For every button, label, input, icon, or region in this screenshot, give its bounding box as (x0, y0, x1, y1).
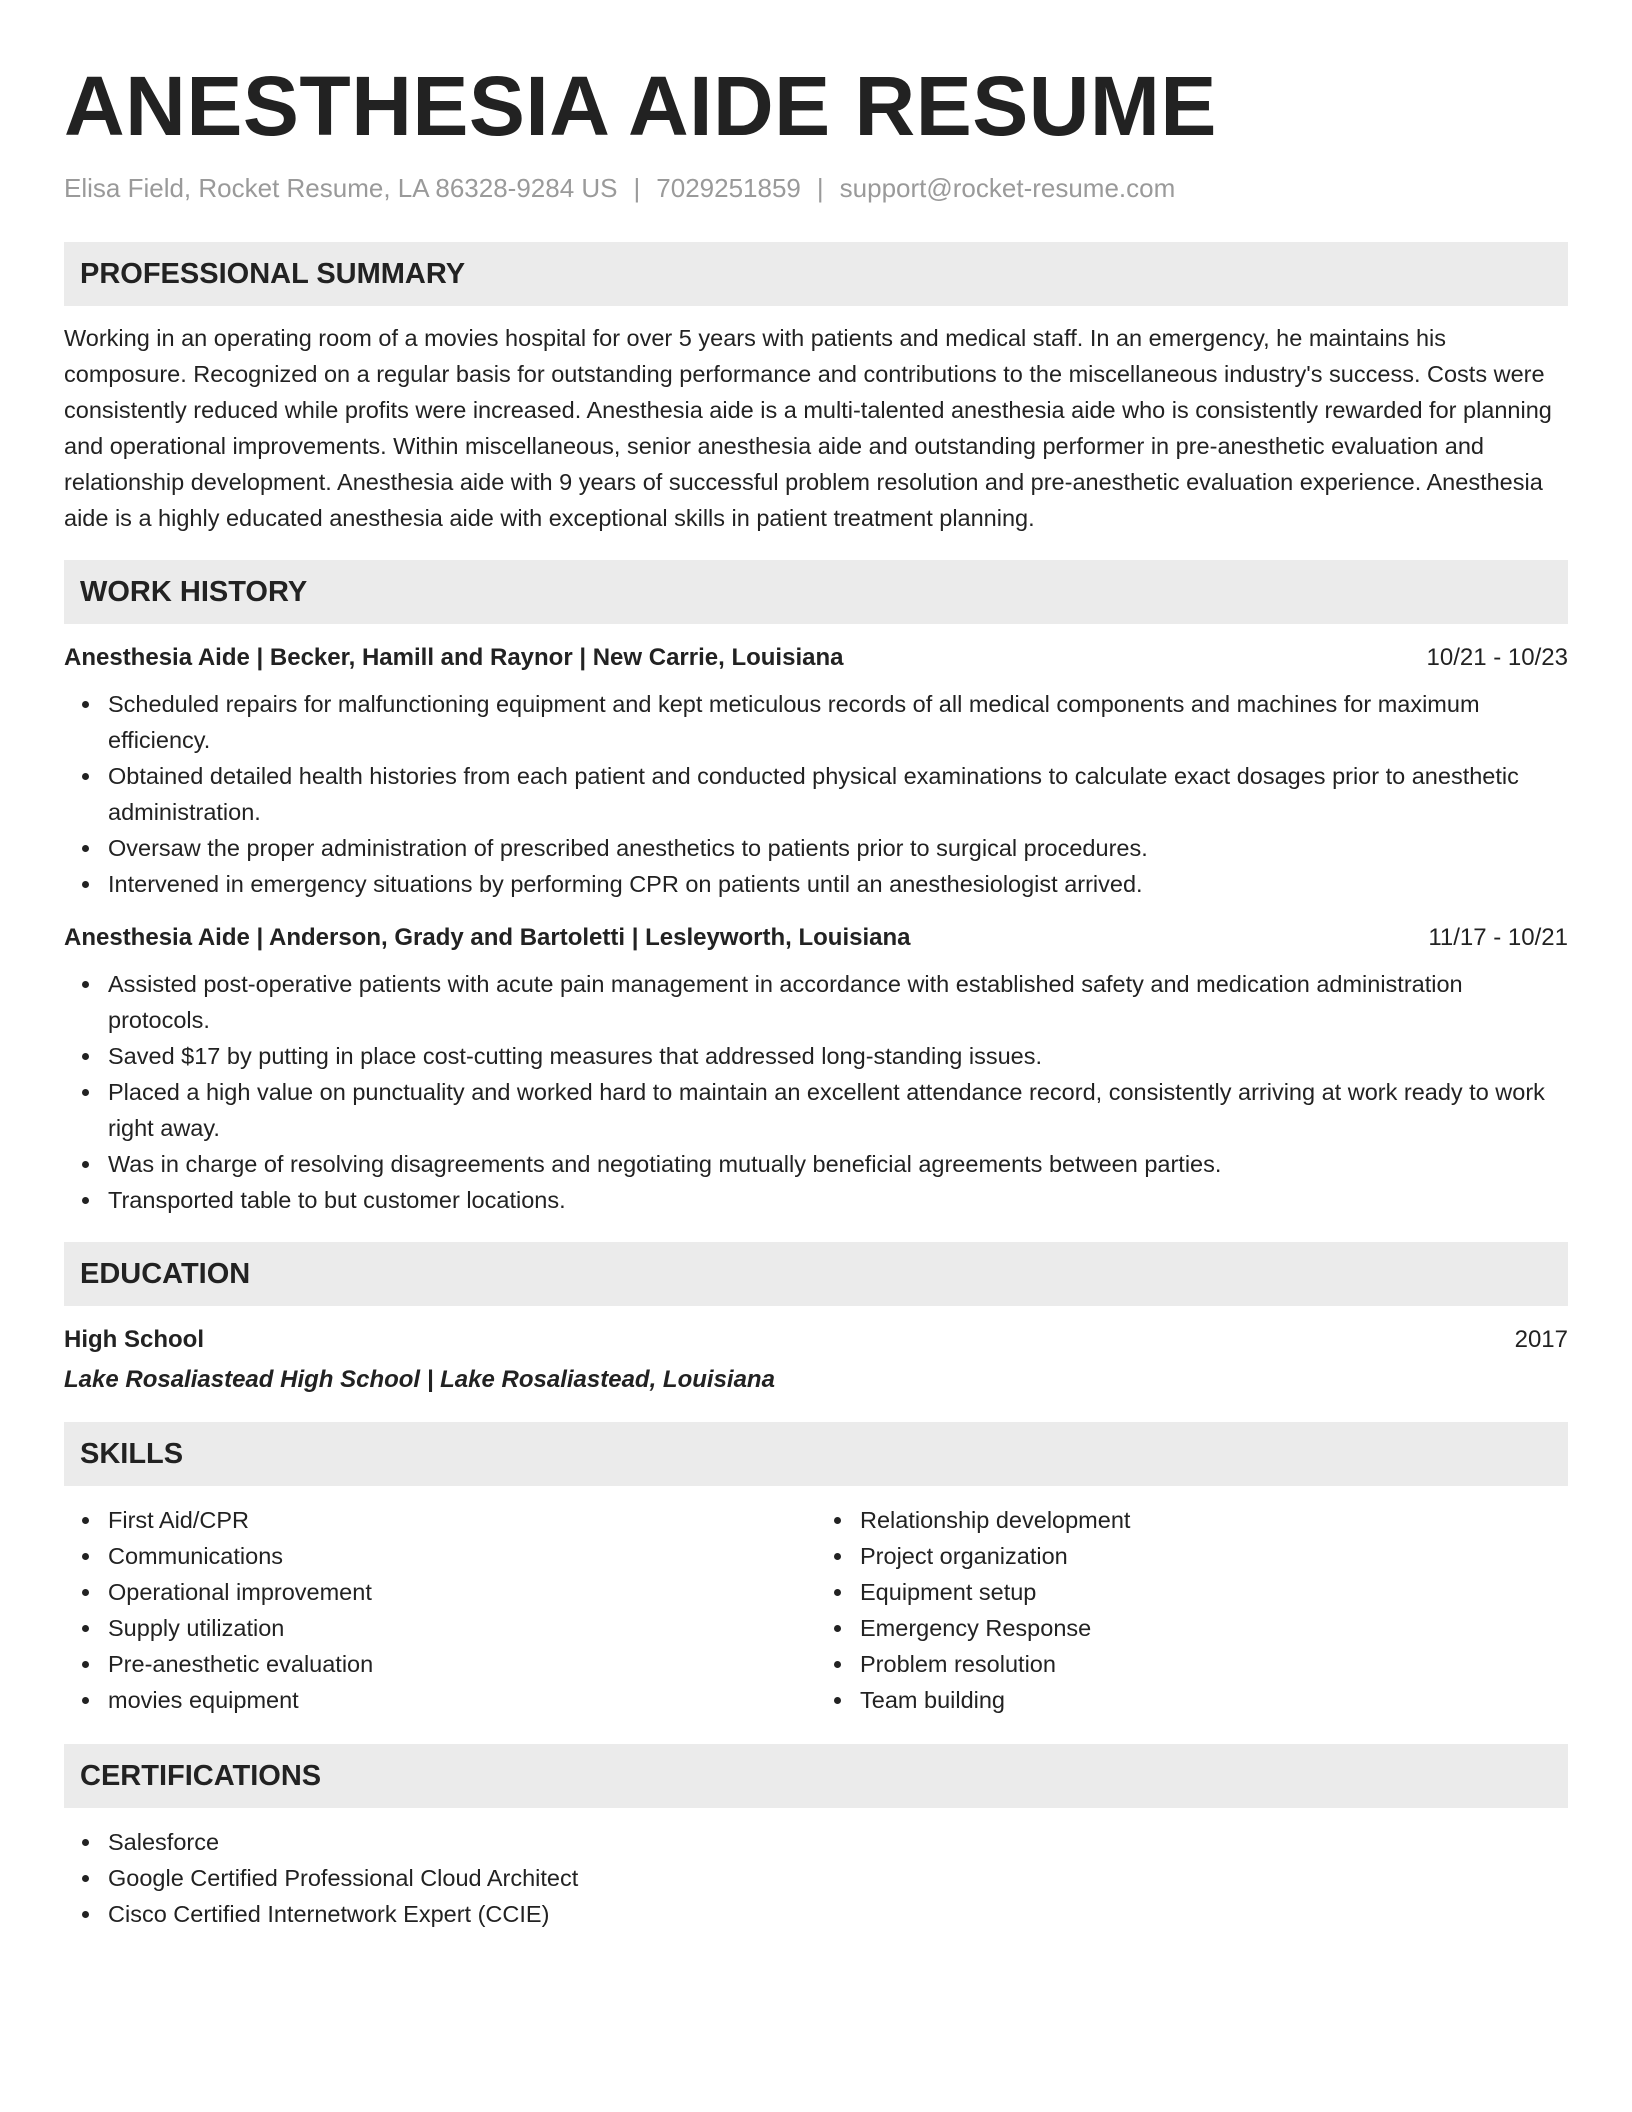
skill-item: First Aid/CPR (108, 1502, 816, 1538)
summary-text: Working in an operating room of a movies hospital for over 5 years with patients and medical staff. In an emergency, he maintains his composure. Recognized on a regular basis for outstanding performance and contributions to the miscellaneous industry's success. Costs were consistently reduced while profits were increased. Anesthesia aide is a multi-talented anesthesia aide who is consistently rewarded for planning and operational improvements. Within miscellaneous, senior anesthesia aide and outstanding performer in pre-anesthetic evaluation and relationship development. Anesthesia aide with 9 years of successful problem resolution and pre-anesthetic evaluation experience. Anesthesia aide is a highly educated anesthesia aide with exceptional skills in patient treatment planning. (64, 325, 1552, 531)
job-bullet: Intervened in emergency situations by performing CPR on patients until an anesthesiologist arrived. (108, 866, 1568, 902)
job-header (64, 640, 1568, 676)
education-year: 2017 (1514, 1326, 1568, 1353)
job-bullet: Scheduled repairs for malfunctioning equipment and kept meticulous records of all medical components and machines for maximum efficiency. (108, 686, 1568, 758)
work-history-section (64, 560, 1568, 1218)
certification-item: Google Certified Professional Cloud Architect (108, 1860, 1568, 1896)
contact-separator: | (816, 173, 824, 203)
education-degree: High School (64, 1326, 204, 1353)
job-header (64, 920, 1568, 956)
contact-address: Elisa Field, Rocket Resume, LA 86328-9284 US (64, 173, 618, 203)
summary-heading: PROFESSIONAL SUMMARY (64, 242, 1568, 306)
contact-phone: 7029251859 (656, 173, 801, 203)
skill-item: Supply utilization (108, 1610, 816, 1646)
education-section (64, 1242, 1568, 1398)
skills-columns (64, 1486, 1568, 1718)
job-bullet: Transported table to but customer locations. (108, 1182, 1568, 1218)
skills-list-left (64, 1502, 816, 1718)
summary-section (64, 242, 1568, 536)
skill-item: Problem resolution (860, 1646, 1568, 1682)
certification-item: Salesforce (108, 1824, 1568, 1860)
job-title: Anesthesia Aide | Anderson, Grady and Bartoletti | Lesleyworth, Louisiana (64, 924, 911, 951)
skills-section (64, 1422, 1568, 1718)
skill-item: Pre-anesthetic evaluation (108, 1646, 816, 1682)
education-heading: EDUCATION (64, 1242, 1568, 1306)
education-header (64, 1322, 1568, 1358)
skill-item: Equipment setup (860, 1574, 1568, 1610)
job-bullets (64, 966, 1568, 1218)
job-dates: 11/17 - 10/21 (1428, 924, 1568, 951)
job-dates: 10/21 - 10/23 (1426, 644, 1568, 671)
work-history-heading: WORK HISTORY (64, 560, 1568, 624)
job-bullet: Oversaw the proper administration of prescribed anesthetics to patients prior to surgical procedures. (108, 830, 1568, 866)
skill-item: Team building (860, 1682, 1568, 1718)
skills-heading: SKILLS (64, 1422, 1568, 1486)
contact-separator: | (633, 173, 641, 203)
skill-item: Relationship development (860, 1502, 1568, 1538)
job-bullets (64, 686, 1568, 902)
skill-item: Emergency Response (860, 1610, 1568, 1646)
resume-page (64, 0, 1568, 1932)
job-entry (64, 920, 1568, 1218)
job-bullet: Obtained detailed health histories from each patient and conducted physical examinations to calculate exact dosages prior to anesthetic administration. (108, 758, 1568, 830)
job-bullet: Saved $17 by putting in place cost-cutting measures that addressed long-standing issues. (108, 1038, 1568, 1074)
certifications-list (64, 1824, 1568, 1932)
job-title: Anesthesia Aide | Becker, Hamill and Raynor | New Carrie, Louisiana (64, 644, 844, 671)
job-bullet: Placed a high value on punctuality and worked hard to maintain an excellent attendance record, consistently arriving at work ready to work right away. (108, 1074, 1568, 1146)
certifications-section (64, 1744, 1568, 1932)
resume-title: ANESTHESIA AIDE RESUME (64, 59, 1217, 153)
education-school: Lake Rosaliastead High School | Lake Rosaliastead, Louisiana (64, 1366, 775, 1393)
certifications-heading: CERTIFICATIONS (64, 1744, 1568, 1808)
contact-line (64, 172, 1568, 204)
skills-list-right (816, 1502, 1568, 1718)
certification-item: Cisco Certified Internetwork Expert (CCIE) (108, 1896, 1568, 1932)
contact-email: support@rocket-resume.com (839, 173, 1176, 203)
skill-item: Communications (108, 1538, 816, 1574)
skill-item: Operational improvement (108, 1574, 816, 1610)
job-bullet: Was in charge of resolving disagreements and negotiating mutually beneficial agreements between parties. (108, 1146, 1568, 1182)
skill-item: movies equipment (108, 1682, 816, 1718)
job-entry (64, 640, 1568, 902)
job-bullet: Assisted post-operative patients with acute pain management in accordance with established safety and medication administration protocols. (108, 966, 1568, 1038)
skill-item: Project organization (860, 1538, 1568, 1574)
